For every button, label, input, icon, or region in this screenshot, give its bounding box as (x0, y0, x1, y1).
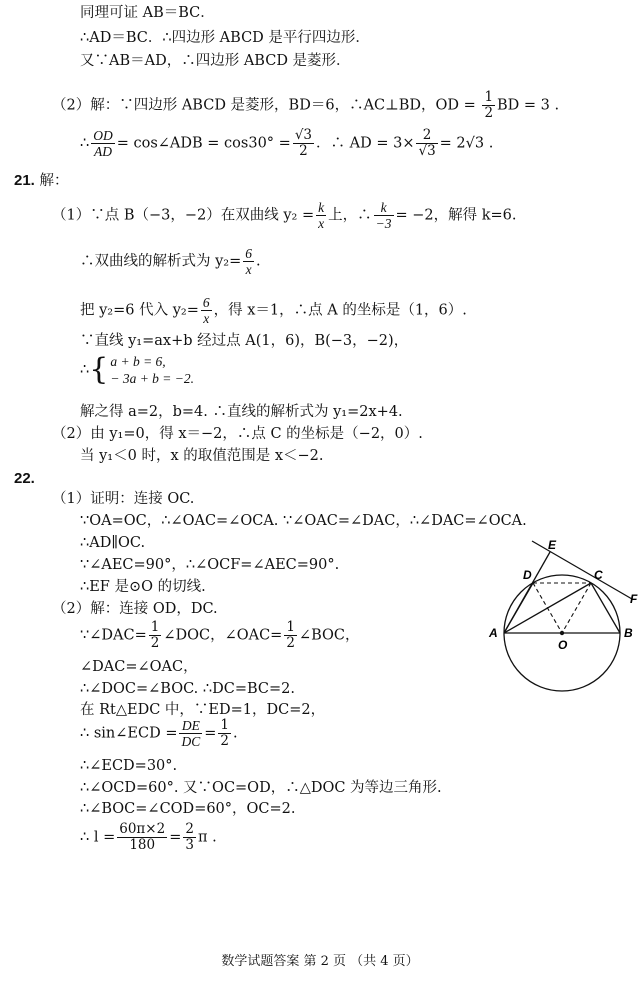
circle-figure (480, 535, 640, 705)
fraction: $\frac{1}{2}$ (150, 619, 160, 651)
fraction: $\frac{2}{√3}$ (418, 127, 436, 159)
label-o: O (558, 638, 568, 652)
fraction: $\frac{6}{x}$ (202, 295, 210, 326)
q21-line-6: （2）由 y₁=0，得 x＝−2，∴点 C 的坐标是（−2，0）. (52, 426, 423, 442)
proof-line-5: ∴ $\frac{OD}{AD}$ = cos∠ADB = cos30° = $\frac{√3}{2}$ ．∴ AD = 3× $\frac{2}{√3}$ = 2√3 . (80, 127, 494, 159)
fraction: $\frac{60\pi\times 2}{180}$ (119, 821, 166, 853)
fraction: $\frac{1}{2}$ (286, 619, 295, 651)
fraction: $\frac{1}{2}$ (220, 717, 229, 749)
label-f: F (630, 592, 638, 606)
question-22-header: 22. (14, 470, 35, 487)
q21-line-3: 把 y₂=6 代入 y₂= $\frac{6}{x}$ ，得 x＝1，∴点 A 的坐标是（1，6）. (80, 295, 467, 326)
q21-system: ∴{ a + b = 6, − 3a + b = −2. (80, 352, 195, 387)
page-footer: 数学试题答案 第 2 页 （共 4 页） (221, 954, 419, 969)
question-21-header: 21. 解： (14, 172, 69, 189)
q21-line-4: ∵直线 y₁=ax+b 经过点 A(1，6)，B(−3，−2)， (80, 333, 409, 349)
q22-line-8: ∠DAC=∠OAC， (80, 659, 198, 675)
q22-line-10: 在 Rt△EDC 中，∵ED=1，DC=2， (80, 702, 326, 718)
proof-line-4: （2）解：∵四边形 ABCD 是菱形，BD＝6，∴AC⊥BD，OD = $\frac{1}{2}$ BD = 3 . (52, 89, 560, 121)
q21-line-1: （1）∵点 B（−3，−2）在双曲线 y₂ = $\frac{k}{x}$ 上，∴ $\frac{k}{-3}$ = −2，解得 k=6. (52, 200, 517, 231)
q22-line-5: ∴EF 是⊙O 的切线. (80, 579, 206, 595)
q22-line-12: ∴∠ECD=30°. (80, 758, 178, 774)
label-b: B (624, 626, 633, 640)
label-d: D (523, 568, 532, 582)
fraction: $\frac{DE}{DC}$ (181, 718, 201, 749)
brace: { (89, 352, 109, 387)
fraction: $\frac{√3}{2}$ (294, 127, 313, 159)
proof-line-1: 同理可证 AB＝BC． (80, 5, 215, 21)
label-c: C (594, 568, 603, 582)
q22-line-3: ∴AD∥OC. (80, 535, 146, 551)
q22-line-1: （1）证明：连接 OC. (52, 491, 195, 507)
q21-line-5: 解之得 a=2，b=4. ∴直线的解析式为 y₁=2x+4. (80, 404, 403, 420)
chord-cb (591, 583, 620, 633)
q22-line-14: ∴∠BOC=∠COD=60°，OC=2. (80, 801, 296, 817)
tangent-ef (532, 541, 632, 599)
q22-line-4: ∵∠AEC=90°，∴∠OCF=∠AEC=90°. (80, 557, 340, 573)
q22-line-7: ∵∠DAC= $\frac{1}{2}$ ∠DOC，∠OAC= $\frac{1}{2}$ ∠BOC， (80, 619, 360, 651)
line-ae (504, 552, 550, 633)
proof-line-3: 又∵AB＝AD，∴四边形 ABCD 是菱形． (80, 53, 351, 69)
fraction: $\frac{k}{-3}$ (375, 200, 392, 231)
segment-oc (562, 583, 591, 633)
q22-line-9: ∴∠DOC=∠BOC. ∴DC=BC=2. (80, 681, 295, 697)
center-point (560, 631, 564, 635)
q22-line-2: ∵OA=OC，∴∠OAC=∠OCA. ∵∠OAC=∠DAC，∴∠DAC=∠OCA. (80, 513, 527, 529)
fraction: $\frac{6}{x}$ (245, 246, 253, 277)
label-a: A (489, 626, 498, 640)
q21-line-7: 当 y₁＜0 时，x 的取值范围是 x＜−2. (80, 448, 324, 464)
q22-line-13: ∴∠OCD=60°. 又∵OC=OD，∴△DOC 为等边三角形. (80, 780, 442, 796)
segment-od (533, 583, 562, 633)
q21-line-2: ∴双曲线的解析式为 y₂= $\frac{6}{x}$ . (80, 246, 261, 277)
proof-line-2: ∴AD＝BC．∴四边形 ABCD 是平行四边形． (80, 30, 370, 46)
q22-line-11: ∴ sin∠ECD = $\frac{DE}{DC}$ = $\frac{1}{2}$ . (80, 717, 238, 749)
label-e: E (548, 538, 557, 552)
q22-line-15: ∴ l = $\frac{60\pi\times 2}{180}$ = $\frac{2}{3}$ π . (80, 821, 217, 853)
fraction: $\frac{2}{3}$ (185, 821, 194, 853)
fraction: $\frac{1}{2}$ (484, 89, 494, 121)
q22-line-6: （2）解：连接 OD，DC. (52, 601, 218, 617)
fraction: $\frac{k}{x}$ (318, 200, 325, 231)
fraction: $\frac{OD}{AD}$ (93, 128, 113, 159)
